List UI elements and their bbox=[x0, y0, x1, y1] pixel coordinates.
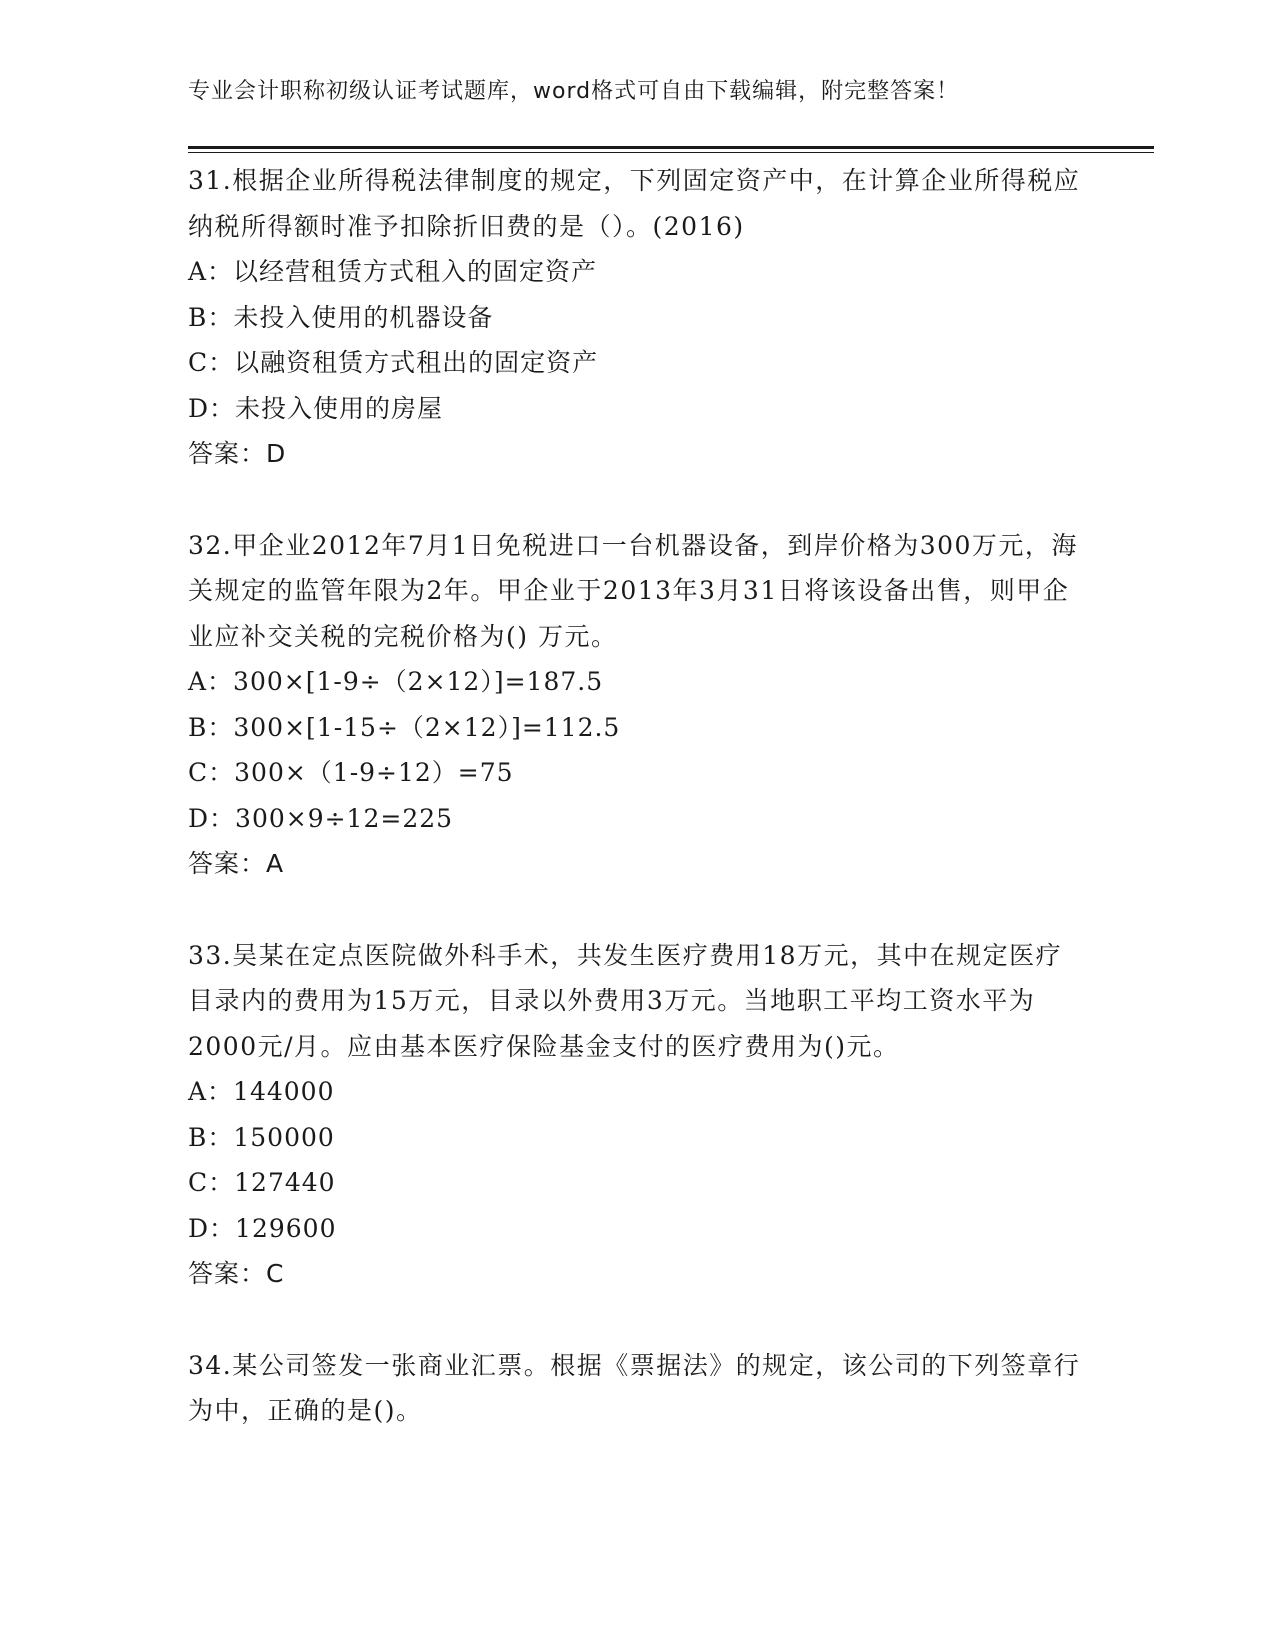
page-header-title: 专业会计职称初级认证考试题库，word格式可自由下载编辑，附完整答案！ bbox=[188, 79, 960, 104]
question-spacer bbox=[188, 1297, 1088, 1343]
question-33 bbox=[188, 933, 1088, 1297]
option-b: B：150000 bbox=[188, 1122, 335, 1152]
option-b: B：未投入使用的机器设备 bbox=[188, 302, 494, 332]
option-a: A：以经营租赁方式租入的固定资产 bbox=[188, 257, 598, 286]
option-d: D：300×9÷12=225 bbox=[188, 803, 454, 833]
answer: 答案：D bbox=[188, 439, 287, 468]
option-a: A：144000 bbox=[188, 1077, 335, 1106]
question-32 bbox=[188, 523, 1088, 887]
header-divider-thin bbox=[188, 152, 1154, 153]
question-spacer bbox=[188, 887, 1088, 933]
option-c: C：以融资租赁方式租出的固定资产 bbox=[188, 348, 599, 377]
option-d: D：未投入使用的房屋 bbox=[188, 393, 444, 423]
question-31 bbox=[188, 158, 1088, 477]
question-stem: 31.根据企业所得税法律制度的规定，下列固定资产中，在计算企业所得税应纳税所得额时准予扣除折旧费的是（）。(2016) bbox=[188, 166, 1081, 241]
option-d: D：129600 bbox=[188, 1213, 337, 1243]
question-34 bbox=[188, 1343, 1088, 1434]
option-a: A：300×[1-9÷（2×12）]=187.5 bbox=[188, 667, 604, 696]
question-stem: 33.吴某在定点医院做外科手术，共发生医疗费用18万元，其中在规定医疗目录内的费用为15万元，目录以外费用3万元。当地职工平均工资水平为2000元/月。应由基本医疗保险基金支付的医疗费用为()元。 bbox=[188, 940, 1063, 1061]
option-c: C：300×（1-9÷12）=75 bbox=[188, 758, 514, 787]
option-b: B：300×[1-15÷（2×12）]=112.5 bbox=[188, 712, 621, 742]
question-stem: 34.某公司签发一张商业汇票。根据《票据法》的规定，该公司的下列签章行为中，正确的是()。 bbox=[188, 1350, 1081, 1425]
question-spacer bbox=[188, 477, 1088, 523]
answer: 答案：A bbox=[188, 849, 285, 878]
question-list bbox=[188, 158, 1088, 1434]
question-stem: 32.甲企业2012年7月1日免税进口一台机器设备，到岸价格为300万元，海关规定的监管年限为2年。甲企业于2013年3月31日将该设备出售，则甲企业应补交关税的完税价格为() 万元。 bbox=[188, 530, 1078, 651]
option-c: C：127440 bbox=[188, 1168, 336, 1197]
answer: 答案：C bbox=[188, 1259, 285, 1288]
header-divider-thick bbox=[188, 146, 1154, 149]
